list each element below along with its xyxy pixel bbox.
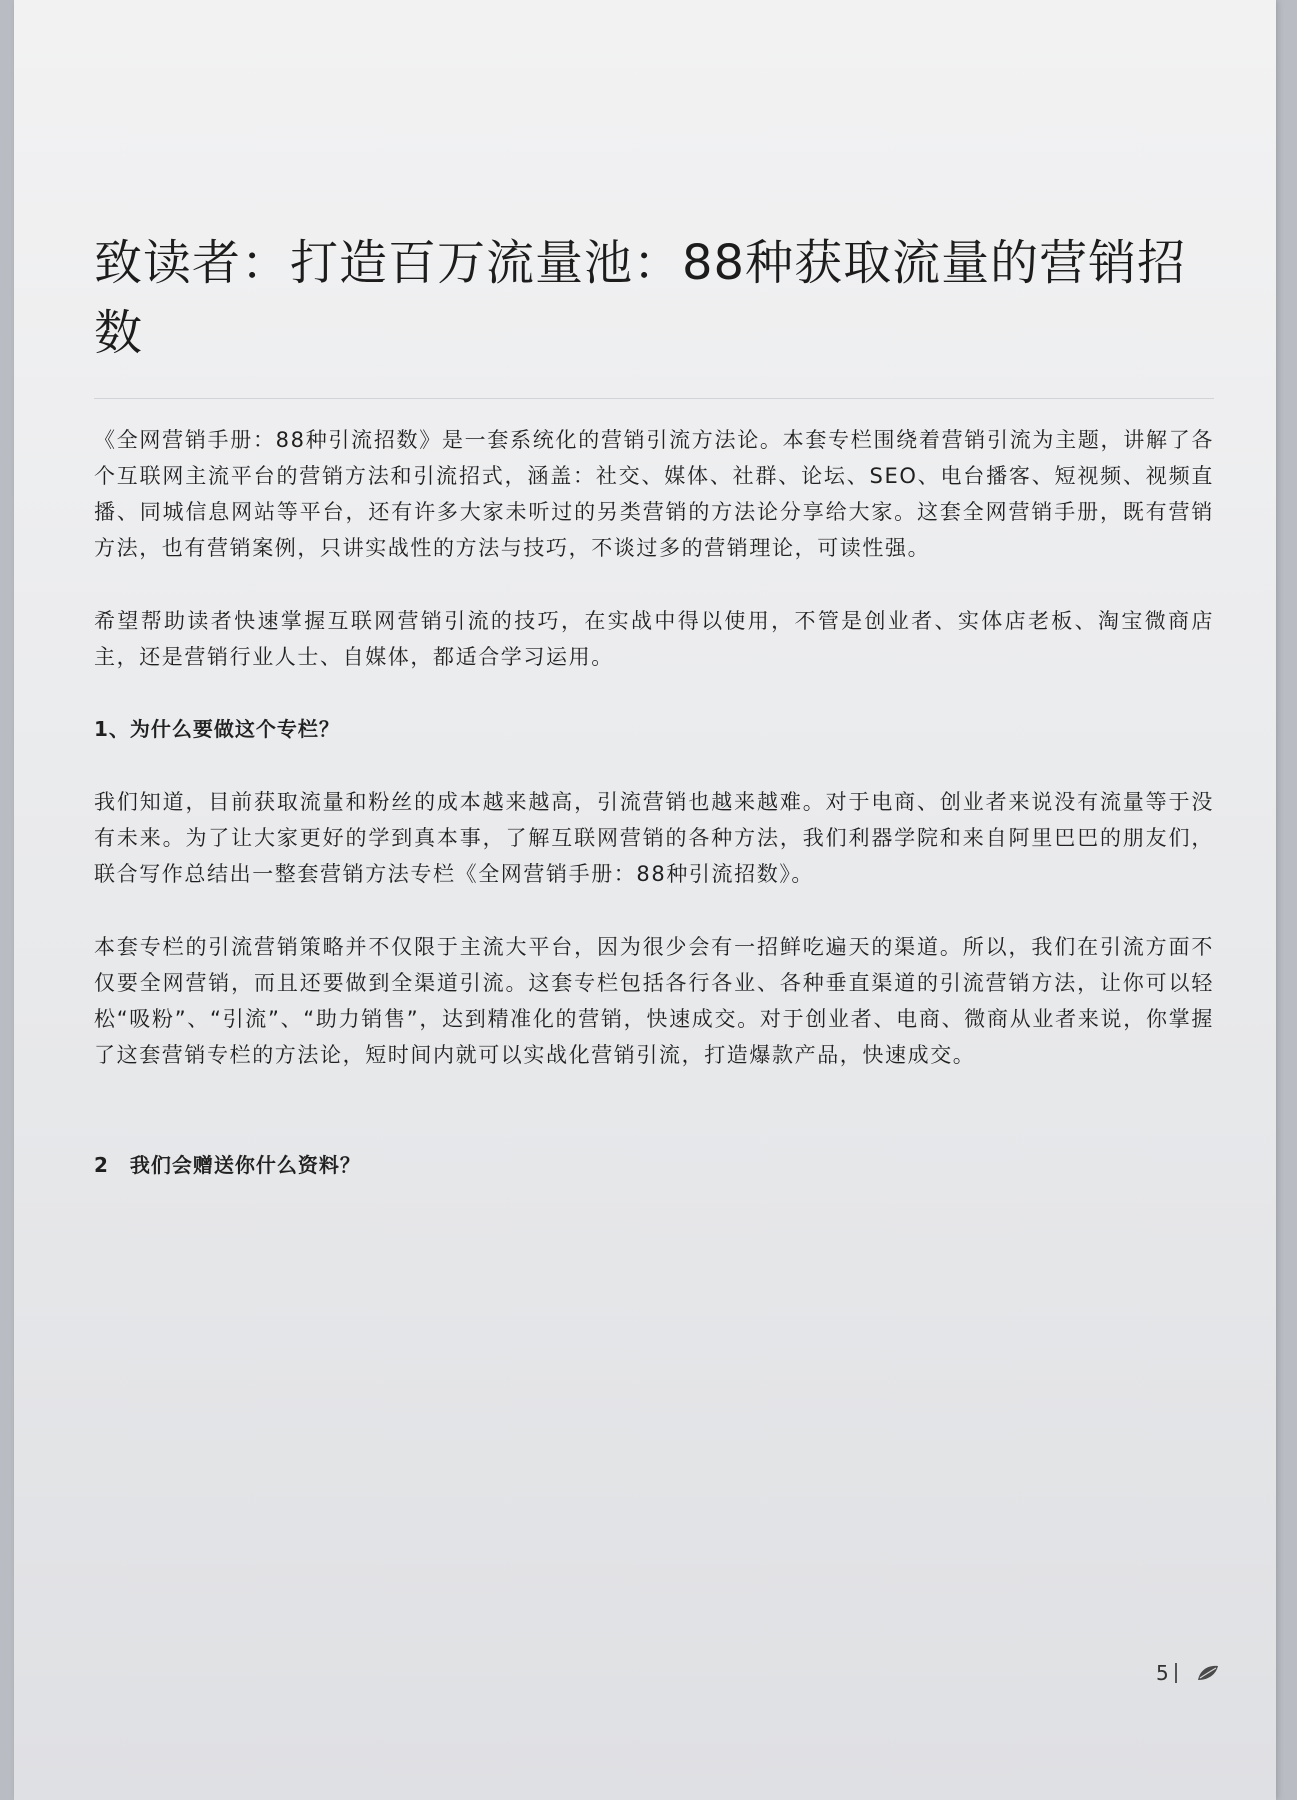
section-heading-why: 1、为什么要做这个专栏？: [94, 717, 340, 741]
intro-paragraph: 《全网营销手册：88种引流招数》是一套系统化的营销引流方法论。本套专栏围绕着营销引流为主题，讲解了各个互联网主流平台的营销方法和引流招式，涵盖：社交、媒体、社群、论坛、SEO、电台播客、短视频、视频直播、同城信息网站等平台，还有许多大家未听过的另类营销的方法论分享给大家。这套全网营销手册，既有营销方法，也有营销案例，只讲实战性的方法与技巧，不谈过多的营销理论，可读性强。: [94, 428, 1214, 560]
leaf-icon: [1196, 1664, 1220, 1682]
section-heading-materials: 2 我们会赠送你什么资料？: [94, 1153, 361, 1177]
strategy-paragraph: 本套专栏的引流营销策略并不仅限于主流大平台，因为很少会有一招鲜吃遍天的渠道。所以，我们在引流方面不仅要全网营销，而且还要做到全渠道引流。这套专栏包括各行各业、各种垂直渠道的引流营销方法，让你可以轻松“吸粉”、“引流”、“助力销售”，达到精准化的营销，快速成交。对于创业者、电商、微商从业者来说，你掌握了这套营销专栏的方法论，短时间内就可以实战化营销引流，打造爆款产品，快速成交。: [94, 935, 1214, 1067]
why-paragraph: 我们知道，目前获取流量和粉丝的成本越来越高，引流营销也越来越难。对于电商、创业者来说没有流量等于没有未来。为了让大家更好的学到真本事，了解互联网营销的各种方法，我们利器学院和来自阿里巴巴的朋友们，联合写作总结出一整套营销方法专栏《全网营销手册：88种引流招数》。: [94, 790, 1214, 886]
document-page: [14, 0, 1276, 1800]
title-divider: [94, 398, 1214, 399]
page-number-separator: [1175, 1663, 1177, 1683]
hope-paragraph: 希望帮助读者快速掌握互联网营销引流的技巧，在实战中得以使用，不管是创业者、实体店老板、淘宝微商店主，还是营销行业人士、自媒体，都适合学习运用。: [94, 609, 1214, 669]
page-number-text: 5: [1156, 1661, 1169, 1685]
page-number: [1156, 1659, 1177, 1687]
page-title: 致读者：打造百万流量池：88种获取流量的营销招数: [94, 235, 1187, 361]
